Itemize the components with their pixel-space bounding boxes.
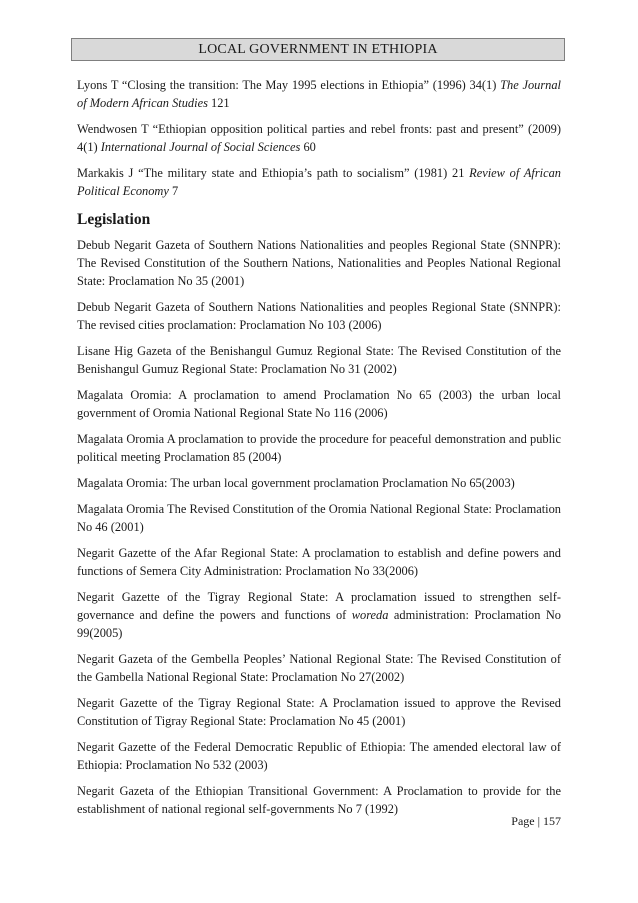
running-header: LOCAL GOVERNMENT IN ETHIOPIA	[71, 38, 565, 61]
legislation-entry	[77, 500, 561, 536]
entry-text: Negarit Gazette of the Federal Democratic Republic of Ethiopia: The amended electoral law of Ethiopia: Proclamation No 532 (2003)	[77, 740, 561, 772]
legislation-entry	[77, 298, 561, 334]
entry-text: Magalata Oromia The Revised Constitution of the Oromia National Regional State: Proclamation No 46 (2001)	[77, 502, 561, 534]
entry-text: administration: Proclamation No 99(2005)	[77, 608, 562, 640]
reference-list	[77, 76, 561, 200]
entry-text: Wendwosen T “Ethiopian opposition political parties and rebel fronts: past and present” (2009) 4(1)	[77, 122, 561, 154]
entry-text: Negarit Gazette of the Tigray Regional State: A Proclamation issued to approve the Revised Constitution of Tigray Regional State: Proclamation No 45 (2001)	[77, 696, 561, 728]
entry-italic-text: International Journal of Social Sciences	[100, 140, 301, 154]
reference-entry	[77, 76, 561, 112]
entry-text: 60	[300, 140, 316, 154]
legislation-entry	[77, 386, 561, 422]
entry-text: Debub Negarit Gazeta of Southern Nations Nationalities and peoples Regional State (SNNPR): The revised cities proclamation: Proclamation No 103 (2006)	[77, 300, 561, 332]
reference-entry	[77, 120, 561, 156]
legislation-entry	[77, 474, 561, 492]
entry-italic-text: woreda	[351, 608, 389, 622]
entry-text: Negarit Gazette of the Afar Regional State: A proclamation to establish and define powers and functions of Semera City Administration: Proclamation No 33(2006)	[77, 546, 561, 578]
entry-text: Lyons T “Closing the transition: The May 1995 elections in Ethiopia” (1996) 34(1)	[77, 78, 501, 92]
reference-entry	[77, 164, 561, 200]
entry-text: 7	[168, 184, 179, 198]
entry-text: Lisane Hig Gazeta of the Benishangul Gumuz Regional State: The Revised Constitution of the Benishangul Gumuz Regional State: Proclamation No 31 (2002)	[77, 344, 561, 376]
page-content	[77, 76, 561, 826]
entry-text: Magalata Oromia: The urban local government proclamation Proclamation No 65(2003)	[77, 476, 515, 490]
legislation-entry	[77, 650, 561, 686]
entry-text: Debub Negarit Gazeta of Southern Nations Nationalities and peoples Regional State (SNNPR): The Revised Constitution of the Southern Nations, Nationalities and Peoples National Regional State: Proclamation No 35 (2001)	[77, 238, 561, 288]
entry-text: Negarit Gazette of the Tigray Regional State: A proclamation issued to strengthen self-governance and define the powers and functions of	[77, 590, 561, 622]
legislation-list	[77, 236, 561, 818]
section-title-legislation: Legislation	[77, 211, 151, 228]
entry-text: Negarit Gazeta of the Gembella Peoples’ National Regional State: The Revised Constitution of the Gambella National Regional State: Proclamation No 27(2002)	[77, 652, 561, 684]
entry-text: 121	[207, 96, 230, 110]
legislation-entry	[77, 588, 561, 642]
page-number: Page | 157	[511, 814, 561, 828]
legislation-entry	[77, 430, 561, 466]
entry-italic-text: The Journal of Modern African Studies	[77, 78, 562, 110]
entry-text: Markakis J “The military state and Ethiopia’s path to socialism” (1981) 21	[77, 166, 470, 180]
legislation-entry	[77, 782, 561, 818]
legislation-entry	[77, 342, 561, 378]
legislation-entry	[77, 544, 561, 580]
entry-text: Magalata Oromia A proclamation to provide the procedure for peaceful demonstration and public political meeting Proclamation 85 (2004)	[77, 432, 561, 464]
entry-text: Magalata Oromia: A proclamation to amend Proclamation No 65 (2003) the urban local government of Oromia National Regional State No 116 (2006)	[77, 388, 561, 420]
legislation-entry	[77, 236, 561, 290]
legislation-entry	[77, 738, 561, 774]
entry-italic-text: Review of African Political Economy	[77, 166, 561, 198]
legislation-entry	[77, 694, 561, 730]
entry-text: Negarit Gazeta of the Ethiopian Transitional Government: A Proclamation to provide for the establishment of national regional self-governments No 7 (1992)	[77, 784, 561, 816]
